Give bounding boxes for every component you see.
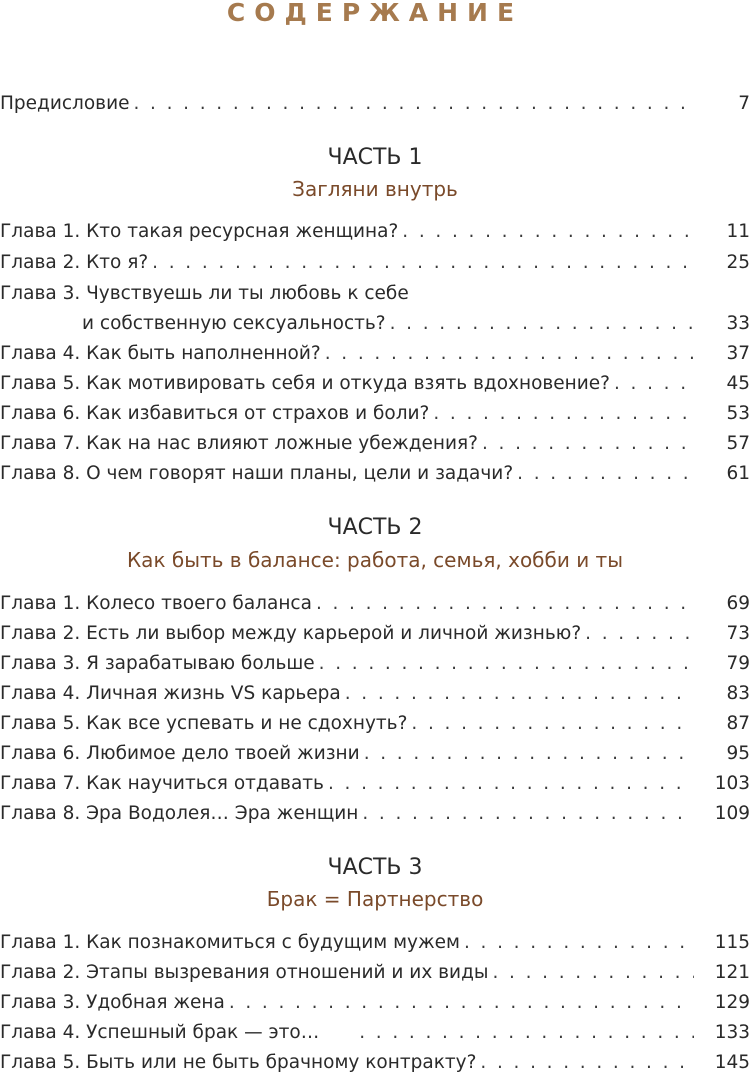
entry-title: Глава 7. Как научиться отдавать [0,773,324,794]
entry-page: 145 [714,1052,750,1073]
part-3-label: ЧАСТЬ 3 [327,855,423,880]
toc-entry[interactable] [0,248,750,278]
dot-leader [482,429,694,459]
entry-title: Глава 1. Кто такая ресурсная женщина? [0,221,399,242]
entry-page: 73 [726,623,750,644]
entry-page: 57 [726,433,750,454]
dot-leader [517,459,694,489]
toc-entry[interactable] [0,958,750,988]
dot-leader [229,988,694,1018]
toc-entry[interactable] [0,709,750,739]
toc-entry[interactable] [0,429,750,459]
dot-leader [402,217,694,247]
entry-title: Глава 2. Есть ли выбор между карьерой и личной жизнью? [0,623,582,644]
entry-page: 53 [726,403,750,424]
entry-page: 7 [738,93,750,114]
entry-title: Глава 4. Как быть наполненной? [0,343,321,364]
entry-page: 33 [726,313,750,334]
part-3-name: Брак = Партнерство [266,887,484,911]
toc-entry[interactable] [0,589,750,619]
entry-page: 121 [714,962,750,983]
entry-title: Глава 3. Я зарабатываю больше [0,653,315,674]
part-1-name: Загляни внутрь [292,177,458,201]
entry-title-continued: и собственную сексуальность? [82,313,386,334]
entry-title: Глава 2. Этапы вызревания отношений и их виды [0,962,489,983]
toc-entry[interactable] [0,399,750,429]
entry-title: Глава 3. Удобная жена [0,992,225,1013]
entry-page: 45 [726,373,750,394]
entry-title: Глава 6. Любимое дело твоей жизни [0,743,360,764]
toc-entry[interactable] [0,988,750,1018]
dot-leader [364,739,694,769]
dot-leader [345,679,694,709]
toc-entry-preface[interactable] [0,89,750,119]
toc-entry[interactable] [0,928,750,958]
dot-leader [328,769,694,799]
entry-title: Предисловие [0,93,130,114]
entry-title: Глава 8. Эра Водолея… Эра женщин [0,803,359,824]
toc-entry[interactable] [0,679,750,709]
part-1-label: ЧАСТЬ 1 [327,145,423,170]
dot-leader [316,589,694,619]
entry-title: Глава 1. Колесо твоего баланса [0,593,312,614]
toc-entry[interactable] [0,309,750,339]
entry-page: 69 [726,593,750,614]
entry-page: 61 [726,463,750,484]
toc-entry[interactable] [0,799,750,829]
entry-title: Глава 7. Как на нас влияют ложные убеждения? [0,433,478,454]
entry-page: 103 [714,773,750,794]
dot-leader [492,958,694,988]
entry-title: Глава 1. Как познакомиться с будущим мужем [0,932,460,953]
entry-page: 25 [726,252,750,273]
toc-entry[interactable] [0,1048,750,1078]
toc-entry[interactable] [0,739,750,769]
entry-title: Глава 5. Как мотивировать себя и откуда взять вдохновение? [0,373,610,394]
entry-page: 115 [714,932,750,953]
entry-page: 83 [726,683,750,704]
dot-leader [433,399,694,429]
dot-leader [411,709,694,739]
dot-leader [362,799,694,829]
part-2-label: ЧАСТЬ 2 [327,515,423,540]
dot-leader [464,928,694,958]
dot-leader [325,339,694,369]
dot-leader [390,309,694,339]
dot-leader [614,369,694,399]
entry-page: 87 [726,713,750,734]
entry-title: Глава 4. Успешный брак — это… [0,1022,320,1043]
dot-leader [359,1018,694,1048]
entry-page: 133 [714,1022,750,1043]
entry-title: Глава 5. Быть или не быть брачному контракту? [0,1052,477,1073]
entry-title: Глава 2. Кто я? [0,252,149,273]
toc-entry[interactable] [0,339,750,369]
toc-entry[interactable] [0,649,750,679]
toc-entry[interactable] [0,619,750,649]
dot-leader [133,89,694,119]
part-2-name: Как быть в балансе: работа, семья, хобби и ты [126,548,623,572]
toc-entry[interactable] [0,1018,750,1048]
toc-entry[interactable] [0,459,750,489]
entry-page: 11 [726,221,750,242]
entry-page: 129 [714,992,750,1013]
entry-page: 109 [714,803,750,824]
dot-leader [152,248,694,278]
entry-title: Глава 5. Как все успевать и не сдохнуть? [0,713,408,734]
page-title: СОДЕРЖАНИЕ [226,0,524,27]
dot-leader [585,619,694,649]
toc-entry[interactable] [0,369,750,399]
entry-title: Глава 4. Личная жизнь VS карьера [0,683,341,704]
toc-entry-line1[interactable]: Глава 3. Чувствуешь ли ты любовь к себе [0,283,409,304]
toc-entry[interactable] [0,217,750,247]
dot-leader [319,649,694,679]
toc-entry[interactable] [0,769,750,799]
entry-title: Глава 6. Как избавиться от страхов и боли? [0,403,430,424]
entry-page: 37 [726,343,750,364]
entry-title: Глава 8. О чем говорят наши планы, цели и задачи? [0,463,514,484]
entry-page: 95 [726,743,750,764]
dot-leader [480,1048,694,1078]
entry-page: 79 [726,653,750,674]
